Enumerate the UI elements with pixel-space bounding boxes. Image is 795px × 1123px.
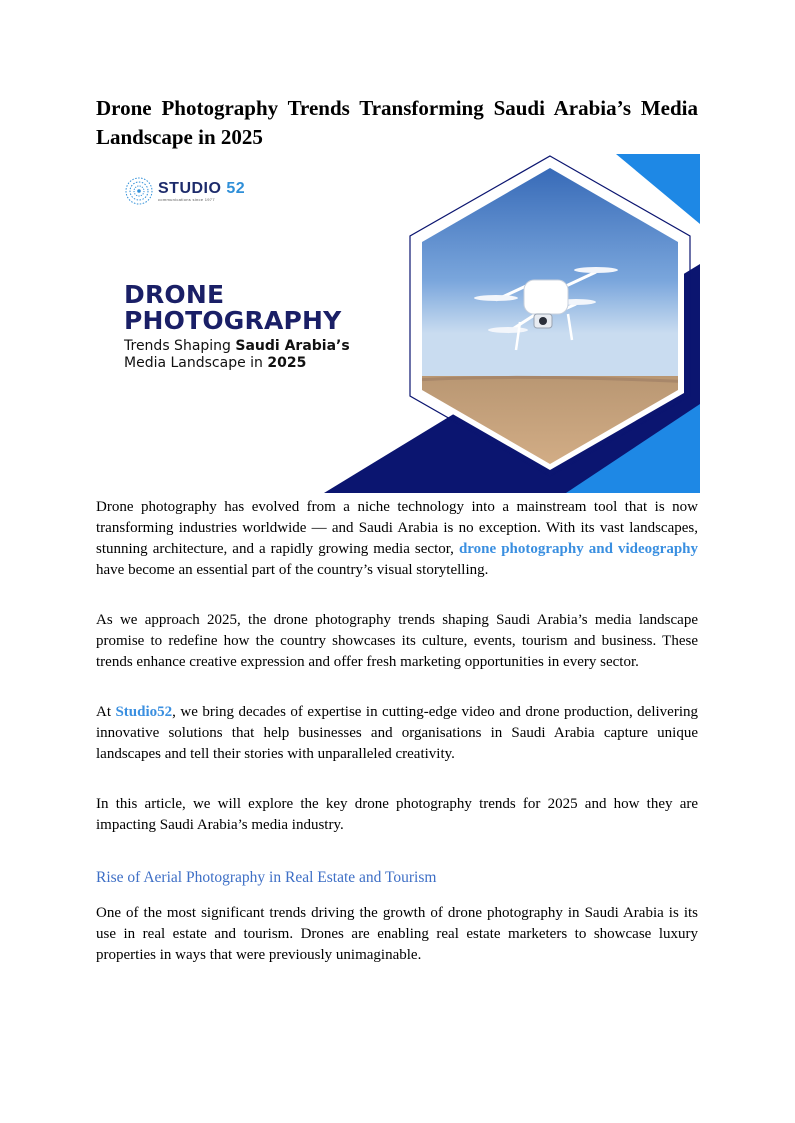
logo-wordmark: STUDIO 52	[158, 179, 246, 197]
paragraph-studio52: At Studio52, we bring decades of expertise in cutting-edge video and drone production, delivering innovative solutions that help businesses and organisations in Saudi Arabia capture unique landscapes and tell their stories with unparalleled creativity.	[96, 704, 698, 762]
document-page	[96, 94, 698, 966]
studio52-logo	[124, 176, 245, 206]
paragraph-real-estate: One of the most significant trends driving the growth of drone photography in Saudi Arabia is its use in real estate and tourism. Drones are enabling real estate marketers to showcase luxury properties in ways that were previously unimaginable.	[96, 905, 698, 963]
banner-heading-line-2: PHOTOGRAPHY	[124, 306, 342, 335]
paragraph-article-intro: In this article, we will explore the key drone photography trends for 2025 and how they are impacting Saudi Arabia’s media industry.	[96, 796, 698, 833]
title-line-2: Landscape in 2025	[96, 125, 263, 149]
section-heading: Rise of Aerial Photography in Real Estate and Tourism	[96, 869, 437, 886]
intro-paragraph: Drone photography has evolved from a niche technology into a mainstream tool that is now transforming industries worldwide — and Saudi Arabia is no exception. With its vast landscapes, stunning architecture, and a rapidly growing media sector, drone photography and videography have become an essential part of the country’s visual storytelling.	[96, 499, 698, 578]
studio52-link[interactable]: Studio52	[115, 704, 173, 720]
title-line-1: Drone Photography Trends Transforming Saudi Arabia’s Media	[96, 96, 698, 120]
drone-photography-link[interactable]: drone photography and videography	[458, 541, 698, 557]
banner-subheading: Trends Shaping Saudi Arabia’s Media Landscape in 2025	[124, 338, 350, 371]
banner-heading-line-1: DRONE	[124, 280, 225, 309]
banner-heading	[124, 282, 350, 372]
paragraph-2025-outlook: As we approach 2025, the drone photography trends shaping Saudi Arabia’s media landscape promise to redefine how the country showcases its culture, events, tourism and business. These trends enhance creative expression and offer fresh marketing opportunities in every sector.	[96, 612, 698, 670]
hero-banner-image	[96, 154, 700, 493]
logo-tagline: communications since 1977	[158, 196, 215, 202]
logo-globe-icon	[124, 176, 154, 206]
page-title	[96, 94, 698, 152]
